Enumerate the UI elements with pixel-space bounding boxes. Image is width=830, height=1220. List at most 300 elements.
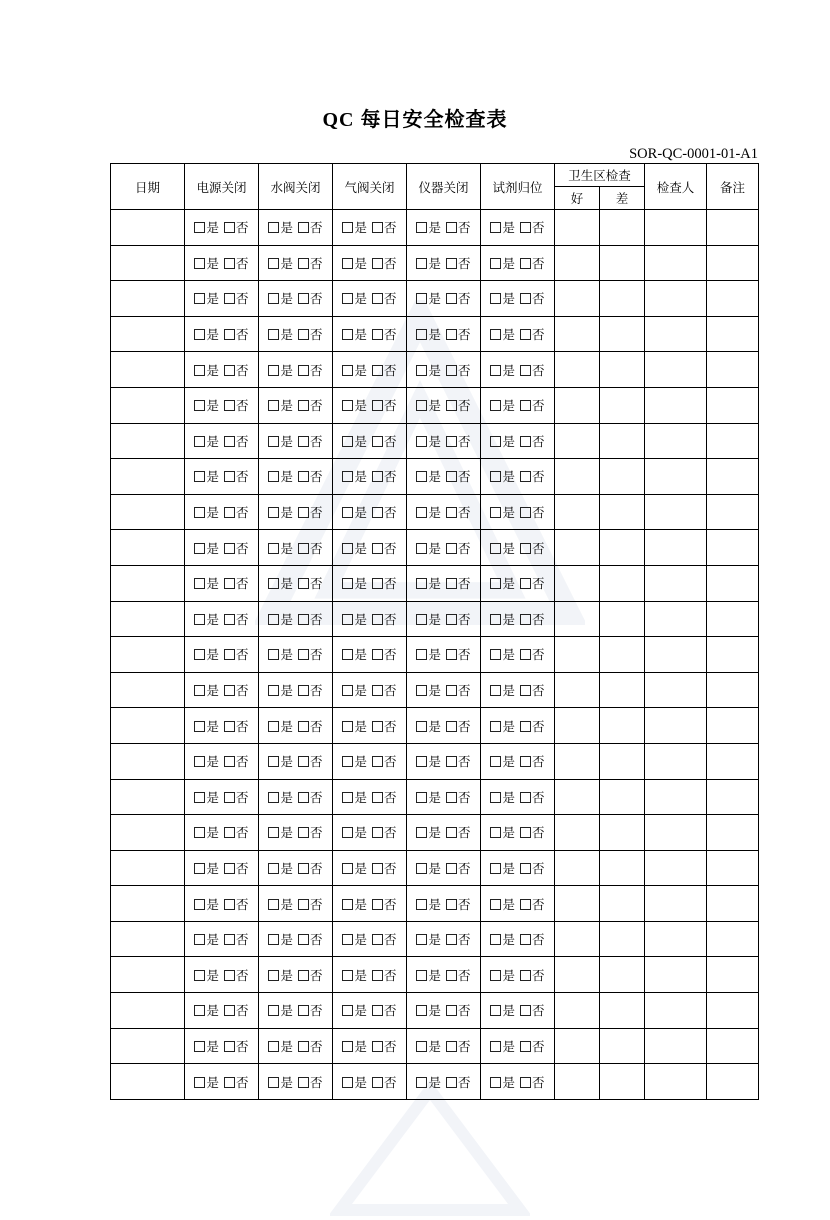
checkbox-yes[interactable] [194, 792, 205, 803]
checkbox-no[interactable] [224, 365, 235, 376]
checkbox-yes[interactable] [268, 329, 279, 340]
cell-yes-no-checkboxes[interactable] [259, 850, 333, 886]
cell-yes-no-checkboxes[interactable] [259, 815, 333, 851]
cell-date[interactable] [111, 743, 185, 779]
cell-remarks[interactable] [707, 316, 759, 352]
cell-remarks[interactable] [707, 921, 759, 957]
cell-yes-no-checkboxes[interactable] [333, 743, 407, 779]
cell-yes-no-checkboxes[interactable] [407, 316, 481, 352]
cell-yes-no-checkboxes[interactable] [407, 850, 481, 886]
cell-sanitation-good[interactable] [555, 601, 600, 637]
cell-inspector[interactable] [645, 850, 707, 886]
cell-sanitation-bad[interactable] [600, 815, 645, 851]
cell-yes-no-checkboxes[interactable] [407, 815, 481, 851]
checkbox-yes[interactable] [416, 614, 427, 625]
checkbox-no[interactable] [372, 792, 383, 803]
checkbox-no[interactable] [520, 258, 531, 269]
checkbox-no[interactable] [372, 1005, 383, 1016]
checkbox-yes[interactable] [342, 649, 353, 660]
cell-yes-no-checkboxes[interactable] [185, 281, 259, 317]
cell-date[interactable] [111, 672, 185, 708]
cell-yes-no-checkboxes[interactable] [259, 210, 333, 246]
checkbox-no[interactable] [298, 293, 309, 304]
checkbox-no[interactable] [298, 792, 309, 803]
cell-remarks[interactable] [707, 352, 759, 388]
checkbox-yes[interactable] [194, 1005, 205, 1016]
cell-sanitation-good[interactable] [555, 957, 600, 993]
cell-yes-no-checkboxes[interactable] [333, 708, 407, 744]
checkbox-yes[interactable] [416, 649, 427, 660]
checkbox-yes[interactable] [194, 827, 205, 838]
cell-inspector[interactable] [645, 743, 707, 779]
checkbox-no[interactable] [224, 1041, 235, 1052]
cell-yes-no-checkboxes[interactable] [259, 743, 333, 779]
checkbox-yes[interactable] [342, 827, 353, 838]
cell-yes-no-checkboxes[interactable] [259, 921, 333, 957]
checkbox-no[interactable] [224, 792, 235, 803]
checkbox-no[interactable] [298, 863, 309, 874]
checkbox-yes[interactable] [416, 827, 427, 838]
checkbox-no[interactable] [224, 1077, 235, 1088]
checkbox-yes[interactable] [490, 471, 501, 482]
cell-yes-no-checkboxes[interactable] [185, 245, 259, 281]
cell-remarks[interactable] [707, 1064, 759, 1100]
checkbox-no[interactable] [446, 899, 457, 910]
checkbox-no[interactable] [446, 721, 457, 732]
cell-sanitation-bad[interactable] [600, 921, 645, 957]
cell-sanitation-bad[interactable] [600, 387, 645, 423]
checkbox-yes[interactable] [490, 1005, 501, 1016]
checkbox-yes[interactable] [268, 543, 279, 554]
checkbox-no[interactable] [224, 934, 235, 945]
checkbox-no[interactable] [520, 934, 531, 945]
cell-sanitation-bad[interactable] [600, 459, 645, 495]
checkbox-yes[interactable] [268, 258, 279, 269]
cell-date[interactable] [111, 886, 185, 922]
checkbox-no[interactable] [298, 222, 309, 233]
checkbox-yes[interactable] [194, 899, 205, 910]
cell-date[interactable] [111, 1028, 185, 1064]
cell-yes-no-checkboxes[interactable] [481, 672, 555, 708]
cell-yes-no-checkboxes[interactable] [333, 815, 407, 851]
checkbox-yes[interactable] [490, 792, 501, 803]
cell-sanitation-good[interactable] [555, 423, 600, 459]
cell-sanitation-bad[interactable] [600, 993, 645, 1029]
cell-remarks[interactable] [707, 886, 759, 922]
cell-yes-no-checkboxes[interactable] [407, 210, 481, 246]
cell-yes-no-checkboxes[interactable] [185, 1028, 259, 1064]
checkbox-no[interactable] [520, 1077, 531, 1088]
checkbox-yes[interactable] [416, 934, 427, 945]
cell-yes-no-checkboxes[interactable] [185, 637, 259, 673]
cell-yes-no-checkboxes[interactable] [407, 886, 481, 922]
cell-yes-no-checkboxes[interactable] [259, 1028, 333, 1064]
checkbox-yes[interactable] [342, 899, 353, 910]
cell-yes-no-checkboxes[interactable] [185, 708, 259, 744]
checkbox-no[interactable] [298, 471, 309, 482]
cell-inspector[interactable] [645, 494, 707, 530]
checkbox-yes[interactable] [268, 792, 279, 803]
cell-date[interactable] [111, 423, 185, 459]
cell-yes-no-checkboxes[interactable] [333, 210, 407, 246]
cell-yes-no-checkboxes[interactable] [407, 245, 481, 281]
cell-inspector[interactable] [645, 530, 707, 566]
cell-yes-no-checkboxes[interactable] [259, 637, 333, 673]
cell-yes-no-checkboxes[interactable] [185, 601, 259, 637]
checkbox-yes[interactable] [268, 685, 279, 696]
cell-yes-no-checkboxes[interactable] [407, 637, 481, 673]
cell-remarks[interactable] [707, 281, 759, 317]
cell-inspector[interactable] [645, 565, 707, 601]
checkbox-no[interactable] [224, 400, 235, 411]
cell-sanitation-good[interactable] [555, 1064, 600, 1100]
cell-date[interactable] [111, 815, 185, 851]
checkbox-yes[interactable] [342, 1041, 353, 1052]
checkbox-no[interactable] [224, 614, 235, 625]
cell-remarks[interactable] [707, 459, 759, 495]
cell-yes-no-checkboxes[interactable] [259, 352, 333, 388]
checkbox-no[interactable] [520, 578, 531, 589]
cell-yes-no-checkboxes[interactable] [481, 352, 555, 388]
cell-sanitation-good[interactable] [555, 494, 600, 530]
cell-yes-no-checkboxes[interactable] [185, 423, 259, 459]
checkbox-no[interactable] [298, 1005, 309, 1016]
cell-yes-no-checkboxes[interactable] [333, 957, 407, 993]
cell-sanitation-good[interactable] [555, 779, 600, 815]
cell-yes-no-checkboxes[interactable] [481, 423, 555, 459]
cell-sanitation-good[interactable] [555, 886, 600, 922]
cell-yes-no-checkboxes[interactable] [259, 423, 333, 459]
checkbox-yes[interactable] [490, 400, 501, 411]
cell-yes-no-checkboxes[interactable] [481, 387, 555, 423]
cell-yes-no-checkboxes[interactable] [333, 601, 407, 637]
checkbox-no[interactable] [224, 329, 235, 340]
cell-yes-no-checkboxes[interactable] [185, 815, 259, 851]
cell-yes-no-checkboxes[interactable] [333, 530, 407, 566]
checkbox-no[interactable] [520, 899, 531, 910]
cell-sanitation-bad[interactable] [600, 281, 645, 317]
cell-yes-no-checkboxes[interactable] [185, 494, 259, 530]
cell-yes-no-checkboxes[interactable] [185, 387, 259, 423]
checkbox-no[interactable] [298, 827, 309, 838]
checkbox-yes[interactable] [268, 756, 279, 767]
cell-yes-no-checkboxes[interactable] [259, 779, 333, 815]
cell-yes-no-checkboxes[interactable] [481, 459, 555, 495]
checkbox-no[interactable] [224, 222, 235, 233]
cell-inspector[interactable] [645, 245, 707, 281]
checkbox-yes[interactable] [268, 1077, 279, 1088]
checkbox-no[interactable] [520, 863, 531, 874]
checkbox-yes[interactable] [416, 471, 427, 482]
checkbox-yes[interactable] [268, 863, 279, 874]
cell-yes-no-checkboxes[interactable] [481, 1064, 555, 1100]
cell-inspector[interactable] [645, 387, 707, 423]
checkbox-yes[interactable] [194, 721, 205, 732]
checkbox-yes[interactable] [268, 222, 279, 233]
checkbox-yes[interactable] [490, 507, 501, 518]
cell-date[interactable] [111, 281, 185, 317]
checkbox-no[interactable] [520, 614, 531, 625]
checkbox-no[interactable] [446, 471, 457, 482]
cell-yes-no-checkboxes[interactable] [259, 245, 333, 281]
cell-sanitation-good[interactable] [555, 281, 600, 317]
cell-yes-no-checkboxes[interactable] [185, 850, 259, 886]
cell-sanitation-bad[interactable] [600, 352, 645, 388]
cell-yes-no-checkboxes[interactable] [407, 1064, 481, 1100]
cell-yes-no-checkboxes[interactable] [185, 210, 259, 246]
checkbox-yes[interactable] [194, 970, 205, 981]
checkbox-yes[interactable] [490, 329, 501, 340]
checkbox-yes[interactable] [342, 222, 353, 233]
checkbox-no[interactable] [372, 1041, 383, 1052]
cell-sanitation-good[interactable] [555, 210, 600, 246]
checkbox-yes[interactable] [416, 756, 427, 767]
checkbox-no[interactable] [224, 863, 235, 874]
checkbox-no[interactable] [446, 436, 457, 447]
cell-sanitation-good[interactable] [555, 530, 600, 566]
cell-yes-no-checkboxes[interactable] [407, 957, 481, 993]
checkbox-yes[interactable] [416, 1005, 427, 1016]
checkbox-no[interactable] [372, 970, 383, 981]
cell-yes-no-checkboxes[interactable] [407, 352, 481, 388]
checkbox-yes[interactable] [342, 1077, 353, 1088]
checkbox-yes[interactable] [268, 721, 279, 732]
cell-date[interactable] [111, 387, 185, 423]
cell-date[interactable] [111, 921, 185, 957]
checkbox-no[interactable] [224, 258, 235, 269]
cell-yes-no-checkboxes[interactable] [333, 316, 407, 352]
checkbox-no[interactable] [298, 436, 309, 447]
checkbox-no[interactable] [298, 756, 309, 767]
cell-yes-no-checkboxes[interactable] [259, 494, 333, 530]
cell-yes-no-checkboxes[interactable] [259, 316, 333, 352]
checkbox-yes[interactable] [194, 685, 205, 696]
cell-sanitation-good[interactable] [555, 1028, 600, 1064]
checkbox-yes[interactable] [268, 365, 279, 376]
checkbox-yes[interactable] [342, 258, 353, 269]
checkbox-no[interactable] [446, 685, 457, 696]
checkbox-yes[interactable] [194, 400, 205, 411]
cell-yes-no-checkboxes[interactable] [259, 672, 333, 708]
checkbox-no[interactable] [372, 649, 383, 660]
cell-yes-no-checkboxes[interactable] [481, 210, 555, 246]
cell-date[interactable] [111, 352, 185, 388]
cell-yes-no-checkboxes[interactable] [185, 886, 259, 922]
cell-date[interactable] [111, 708, 185, 744]
checkbox-yes[interactable] [268, 507, 279, 518]
cell-sanitation-good[interactable] [555, 459, 600, 495]
checkbox-no[interactable] [224, 899, 235, 910]
cell-sanitation-good[interactable] [555, 637, 600, 673]
cell-yes-no-checkboxes[interactable] [333, 565, 407, 601]
cell-sanitation-bad[interactable] [600, 423, 645, 459]
cell-yes-no-checkboxes[interactable] [481, 921, 555, 957]
cell-date[interactable] [111, 530, 185, 566]
checkbox-no[interactable] [446, 1077, 457, 1088]
checkbox-no[interactable] [372, 578, 383, 589]
checkbox-no[interactable] [224, 1005, 235, 1016]
checkbox-yes[interactable] [490, 293, 501, 304]
cell-inspector[interactable] [645, 815, 707, 851]
cell-sanitation-bad[interactable] [600, 530, 645, 566]
checkbox-yes[interactable] [194, 756, 205, 767]
checkbox-yes[interactable] [194, 1041, 205, 1052]
cell-date[interactable] [111, 850, 185, 886]
checkbox-yes[interactable] [342, 614, 353, 625]
checkbox-yes[interactable] [490, 827, 501, 838]
cell-sanitation-bad[interactable] [600, 850, 645, 886]
checkbox-no[interactable] [446, 258, 457, 269]
cell-sanitation-bad[interactable] [600, 886, 645, 922]
checkbox-yes[interactable] [342, 365, 353, 376]
checkbox-no[interactable] [520, 436, 531, 447]
checkbox-no[interactable] [372, 436, 383, 447]
checkbox-yes[interactable] [268, 1041, 279, 1052]
cell-remarks[interactable] [707, 530, 759, 566]
cell-inspector[interactable] [645, 1064, 707, 1100]
checkbox-yes[interactable] [194, 934, 205, 945]
checkbox-yes[interactable] [490, 899, 501, 910]
checkbox-yes[interactable] [490, 863, 501, 874]
checkbox-no[interactable] [446, 578, 457, 589]
checkbox-yes[interactable] [194, 258, 205, 269]
cell-sanitation-bad[interactable] [600, 672, 645, 708]
checkbox-yes[interactable] [194, 436, 205, 447]
cell-inspector[interactable] [645, 601, 707, 637]
cell-yes-no-checkboxes[interactable] [481, 779, 555, 815]
checkbox-no[interactable] [520, 365, 531, 376]
cell-yes-no-checkboxes[interactable] [481, 601, 555, 637]
checkbox-no[interactable] [372, 222, 383, 233]
checkbox-yes[interactable] [342, 329, 353, 340]
cell-yes-no-checkboxes[interactable] [407, 1028, 481, 1064]
cell-yes-no-checkboxes[interactable] [333, 281, 407, 317]
cell-inspector[interactable] [645, 957, 707, 993]
cell-sanitation-bad[interactable] [600, 1064, 645, 1100]
cell-yes-no-checkboxes[interactable] [259, 601, 333, 637]
cell-remarks[interactable] [707, 957, 759, 993]
cell-yes-no-checkboxes[interactable] [333, 387, 407, 423]
checkbox-no[interactable] [446, 827, 457, 838]
cell-inspector[interactable] [645, 637, 707, 673]
cell-inspector[interactable] [645, 281, 707, 317]
cell-inspector[interactable] [645, 886, 707, 922]
cell-yes-no-checkboxes[interactable] [185, 459, 259, 495]
checkbox-yes[interactable] [194, 863, 205, 874]
checkbox-no[interactable] [446, 293, 457, 304]
cell-yes-no-checkboxes[interactable] [481, 530, 555, 566]
cell-inspector[interactable] [645, 210, 707, 246]
cell-date[interactable] [111, 957, 185, 993]
checkbox-no[interactable] [298, 934, 309, 945]
cell-yes-no-checkboxes[interactable] [407, 387, 481, 423]
checkbox-no[interactable] [520, 649, 531, 660]
cell-yes-no-checkboxes[interactable] [333, 637, 407, 673]
checkbox-yes[interactable] [416, 436, 427, 447]
cell-yes-no-checkboxes[interactable] [407, 565, 481, 601]
checkbox-yes[interactable] [342, 293, 353, 304]
cell-date[interactable] [111, 565, 185, 601]
cell-yes-no-checkboxes[interactable] [333, 1028, 407, 1064]
checkbox-yes[interactable] [194, 614, 205, 625]
checkbox-no[interactable] [372, 543, 383, 554]
checkbox-no[interactable] [372, 756, 383, 767]
cell-yes-no-checkboxes[interactable] [481, 637, 555, 673]
cell-sanitation-good[interactable] [555, 993, 600, 1029]
checkbox-no[interactable] [520, 685, 531, 696]
checkbox-yes[interactable] [194, 329, 205, 340]
checkbox-yes[interactable] [342, 863, 353, 874]
checkbox-no[interactable] [446, 1041, 457, 1052]
cell-remarks[interactable] [707, 601, 759, 637]
cell-inspector[interactable] [645, 779, 707, 815]
cell-yes-no-checkboxes[interactable] [333, 921, 407, 957]
checkbox-yes[interactable] [268, 970, 279, 981]
cell-sanitation-good[interactable] [555, 245, 600, 281]
cell-date[interactable] [111, 316, 185, 352]
cell-yes-no-checkboxes[interactable] [259, 459, 333, 495]
cell-yes-no-checkboxes[interactable] [185, 316, 259, 352]
checkbox-yes[interactable] [194, 578, 205, 589]
checkbox-no[interactable] [446, 792, 457, 803]
cell-sanitation-bad[interactable] [600, 210, 645, 246]
cell-yes-no-checkboxes[interactable] [407, 708, 481, 744]
cell-yes-no-checkboxes[interactable] [333, 352, 407, 388]
checkbox-no[interactable] [372, 471, 383, 482]
checkbox-yes[interactable] [342, 756, 353, 767]
checkbox-yes[interactable] [342, 471, 353, 482]
checkbox-yes[interactable] [194, 471, 205, 482]
checkbox-no[interactable] [520, 400, 531, 411]
cell-yes-no-checkboxes[interactable] [185, 957, 259, 993]
cell-yes-no-checkboxes[interactable] [481, 993, 555, 1029]
checkbox-no[interactable] [298, 365, 309, 376]
cell-remarks[interactable] [707, 815, 759, 851]
cell-yes-no-checkboxes[interactable] [407, 672, 481, 708]
checkbox-yes[interactable] [416, 792, 427, 803]
cell-yes-no-checkboxes[interactable] [185, 1064, 259, 1100]
checkbox-no[interactable] [224, 827, 235, 838]
checkbox-no[interactable] [520, 543, 531, 554]
checkbox-yes[interactable] [490, 436, 501, 447]
checkbox-no[interactable] [298, 685, 309, 696]
checkbox-yes[interactable] [490, 1041, 501, 1052]
cell-date[interactable] [111, 245, 185, 281]
checkbox-no[interactable] [372, 934, 383, 945]
cell-date[interactable] [111, 210, 185, 246]
cell-sanitation-good[interactable] [555, 815, 600, 851]
cell-yes-no-checkboxes[interactable] [481, 957, 555, 993]
cell-yes-no-checkboxes[interactable] [185, 530, 259, 566]
cell-yes-no-checkboxes[interactable] [407, 601, 481, 637]
checkbox-no[interactable] [520, 721, 531, 732]
checkbox-no[interactable] [298, 1041, 309, 1052]
checkbox-yes[interactable] [342, 543, 353, 554]
cell-remarks[interactable] [707, 708, 759, 744]
cell-yes-no-checkboxes[interactable] [407, 494, 481, 530]
cell-sanitation-bad[interactable] [600, 743, 645, 779]
checkbox-no[interactable] [520, 792, 531, 803]
checkbox-no[interactable] [298, 400, 309, 411]
checkbox-no[interactable] [224, 507, 235, 518]
checkbox-yes[interactable] [342, 507, 353, 518]
checkbox-no[interactable] [298, 970, 309, 981]
cell-yes-no-checkboxes[interactable] [333, 850, 407, 886]
cell-yes-no-checkboxes[interactable] [333, 423, 407, 459]
cell-sanitation-good[interactable] [555, 921, 600, 957]
cell-yes-no-checkboxes[interactable] [481, 850, 555, 886]
checkbox-no[interactable] [224, 436, 235, 447]
